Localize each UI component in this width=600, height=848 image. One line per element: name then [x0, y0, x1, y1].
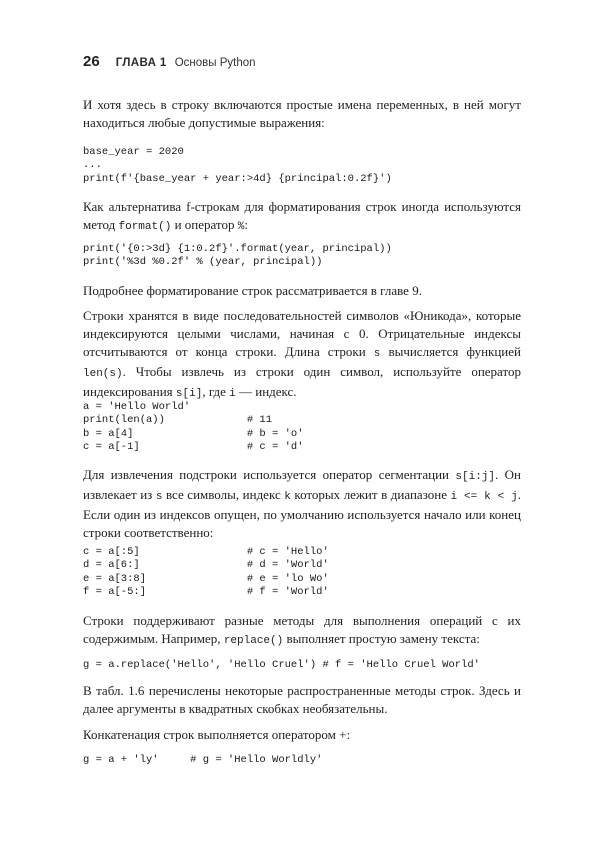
text-run: . Если один из индексов опущен, по умолчанию используется начало или конец строки соответственно: [83, 487, 521, 540]
text-run: . Чтобы извлечь из строки один символ, используйте оператор индексирования [83, 364, 521, 399]
inline-code: i <= k < j [450, 491, 518, 503]
inline-code: s [155, 491, 163, 503]
text-run: — индекс. [235, 384, 297, 399]
text-run: , где [202, 384, 230, 399]
paragraph-string-methods [83, 612, 521, 650]
inline-code: len(s) [83, 368, 123, 380]
inline-code: k [284, 491, 291, 503]
paragraph-concatenation: Конкатенация строк выполняется оператором +: [83, 727, 351, 742]
inline-code: s[i] [175, 388, 203, 400]
text-run: Строки поддерживают разные методы для выполнения операций с их содержимым. Например, [83, 613, 521, 646]
code-block-replace: g = a.replace('Hello', 'Hello Cruel') # f = 'Hello Cruel World' [83, 659, 480, 671]
paragraph-table-reference: В табл. 1.6 перечислены некоторые распространенные методы строк. Здесь и далее аргументы в квадратных скобках необязательны. [83, 683, 521, 716]
inline-code: s[i:j] [455, 471, 495, 483]
inline-code: format() [118, 221, 172, 233]
code-block-indexing: a = 'Hello World' print(len(a)) # 11 b = a[4] # b = 'o' c = a[-1] # c = 'd' [83, 401, 304, 453]
text-run: выполняет простую замену текста: [283, 631, 480, 646]
paragraph-expressions: И хотя здесь в строку включаются простые имена переменных, в ней могут находиться любые допустимые выражения: [83, 97, 521, 130]
chapter-label: ГЛАВА 1 [115, 57, 167, 69]
inline-code: s [373, 348, 381, 360]
code-block-fstring: base_year = 2020 ... print(f'{base_year + year:>4d} {principal:0.2f}') [83, 146, 392, 185]
paragraph-chapter9-ref: Подробнее форматирование строк рассматривается в главе 9. [83, 283, 422, 298]
inline-code: % [237, 221, 245, 233]
paragraph-slicing [83, 466, 521, 542]
page-header [83, 53, 256, 70]
paragraph-string-indexing [83, 307, 521, 403]
text-run: Строки хранятся в виде последовательностей символов «Юникода», которые индексируются целыми числами, начиная с 0. Отрицательные индексы отсчитываются от конца строки. Длина строки [83, 308, 521, 359]
paragraph-format-alternatives [83, 198, 521, 236]
text-run: которых лежит в диапазоне [290, 487, 451, 502]
inline-code: i [229, 388, 236, 400]
page-number: 26 [83, 53, 100, 70]
code-block-concatenation: g = a + 'ly' # g = 'Hello Worldly' [83, 754, 323, 766]
text-run: вычисляется функцией [380, 344, 521, 359]
text-run: все символы, индекс [162, 487, 285, 502]
chapter-title: Основы Python [174, 57, 256, 69]
text-run: и оператор [171, 217, 238, 232]
text-run: : [244, 217, 248, 232]
inline-code: replace() [223, 635, 284, 647]
text-run: Как альтернатива f-строкам для форматирования строк иногда используются метод [83, 199, 521, 232]
text-run: Для извлечения подстроки используется оператор сегментации [83, 467, 456, 482]
text-run: . Он извлекает из [83, 467, 521, 502]
code-block-format: print('{0:>3d} {1:0.2f}'.format(year, principal)) print('%3d %0.2f' % (year, principal)) [83, 243, 392, 269]
code-block-slicing: c = a[:5] # c = 'Hello' d = a[6:] # d = 'World' e = a[3:8] # e = 'lo Wo' f = a[-5:] # f = 'World' [83, 546, 329, 598]
